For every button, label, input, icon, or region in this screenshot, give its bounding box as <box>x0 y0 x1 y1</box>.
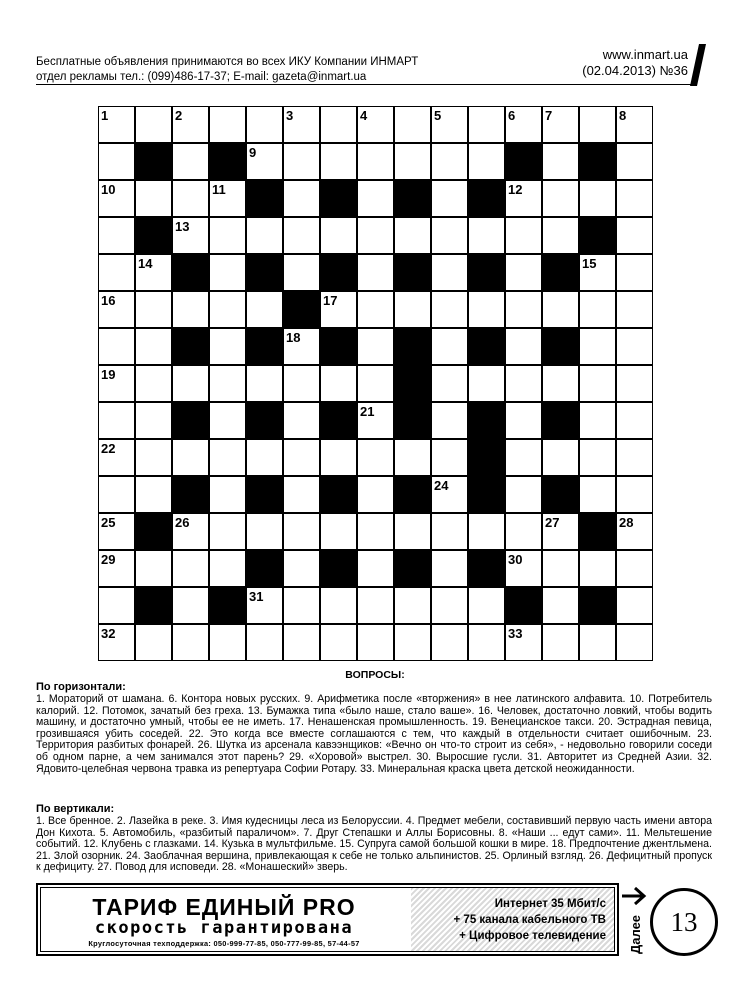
crossword-cell[interactable] <box>283 513 320 550</box>
crossword-block <box>468 476 505 513</box>
crossword-cell[interactable] <box>505 106 542 143</box>
crossword-cell[interactable] <box>98 513 135 550</box>
crossword-cell[interactable] <box>579 476 616 513</box>
crossword-cell[interactable] <box>431 143 468 180</box>
crossword-cell[interactable] <box>283 587 320 624</box>
crossword-cell[interactable] <box>431 587 468 624</box>
clue-number: 23 <box>471 441 486 456</box>
issue-date: (02.04.2013) №36 <box>582 63 688 78</box>
crossword-cell[interactable] <box>283 254 320 291</box>
crossword-block <box>320 476 357 513</box>
crossword-block <box>246 402 283 439</box>
ad-left-panel <box>41 888 407 951</box>
crossword-cell[interactable] <box>431 254 468 291</box>
clue-number: 17 <box>323 293 338 308</box>
clue-number: 10 <box>101 182 116 197</box>
clue-number: 27 <box>545 515 560 530</box>
crossword-cell[interactable] <box>246 217 283 254</box>
page-number: 13 <box>650 888 718 956</box>
crossword-cell[interactable] <box>172 550 209 587</box>
ad-internet-line: Интернет 35 Мбит/с <box>494 898 606 910</box>
crossword-cell[interactable] <box>579 624 616 661</box>
crossword-cell[interactable] <box>394 291 431 328</box>
crossword-cell[interactable] <box>431 513 468 550</box>
crossword-cell[interactable] <box>431 439 468 476</box>
crossword-cell[interactable] <box>394 587 431 624</box>
clue-number: 3 <box>286 108 294 123</box>
crossword-cell[interactable] <box>431 217 468 254</box>
crossword-cell[interactable] <box>209 476 246 513</box>
crossword-cell[interactable] <box>505 217 542 254</box>
crossword-cell[interactable] <box>172 587 209 624</box>
crossword-cell[interactable] <box>246 624 283 661</box>
crossword-cell[interactable] <box>209 624 246 661</box>
down-clues: 1. Все бренное. 2. Лазейка в реке. 3. Имя кудесницы леса из Белоруссии. 4. Предмет мебели, составивший первую часть имени автора Дон Кихота. 5. Автомобиль, «разбитый параличом». 7. Друг Степашки и Аллы Борисовны. 8. «Наши ... едут сами». 11. Мельтешение событий. 12. Клубень с глазками. 14. Кузька в мультфильме. 15. Супруга самой большой кошки в мире. 18. Предпочтение джентльмена. 21. Злой озорник. 24. Заоблачная вершина, привлекающая к себе не только альпинистов. 25. Орлиный взгляд. 26. Дефицитный пропуск к дефициту. 27. Повод для исповеди. 28. «Монашеский» зверь. <box>36 815 712 874</box>
clue-number: 4 <box>360 108 368 123</box>
crossword-block <box>542 328 579 365</box>
crossword-cell[interactable] <box>542 143 579 180</box>
crossword-block <box>468 180 505 217</box>
crossword-cell[interactable] <box>246 365 283 402</box>
crossword-cell[interactable] <box>135 476 172 513</box>
crossword-block <box>579 143 616 180</box>
crossword-block <box>246 254 283 291</box>
crossword-cell[interactable] <box>431 328 468 365</box>
crossword-cell[interactable] <box>542 365 579 402</box>
crossword-cell[interactable] <box>616 550 653 587</box>
crossword-block <box>172 254 209 291</box>
crossword-cell[interactable] <box>283 180 320 217</box>
crossword-cell[interactable] <box>542 624 579 661</box>
crossword-cell[interactable] <box>579 180 616 217</box>
crossword-cell[interactable] <box>542 180 579 217</box>
crossword-cell[interactable] <box>283 624 320 661</box>
clue-number: 12 <box>508 182 523 197</box>
clue-number: 9 <box>249 145 257 160</box>
crossword-block <box>394 254 431 291</box>
ad-digital-line: + Цифровое телевидение <box>459 930 606 942</box>
crossword-cell[interactable] <box>542 587 579 624</box>
crossword-cell[interactable] <box>579 106 616 143</box>
crossword-cell[interactable] <box>616 624 653 661</box>
crossword-cell[interactable] <box>394 106 431 143</box>
crossword-cell[interactable] <box>209 513 246 550</box>
crossword-cell[interactable] <box>209 550 246 587</box>
crossword-block <box>505 143 542 180</box>
crossword-cell[interactable] <box>616 402 653 439</box>
crossword-cell[interactable] <box>246 513 283 550</box>
crossword-cell[interactable] <box>135 106 172 143</box>
crossword-block <box>505 587 542 624</box>
crossword-cell[interactable] <box>98 143 135 180</box>
crossword-cell[interactable] <box>135 439 172 476</box>
crossword-cell[interactable] <box>579 550 616 587</box>
crossword-cell[interactable] <box>394 217 431 254</box>
crossword-cell[interactable] <box>135 402 172 439</box>
crossword-block <box>542 402 579 439</box>
crossword-cell[interactable] <box>135 550 172 587</box>
crossword-cell[interactable] <box>98 402 135 439</box>
crossword-cell[interactable] <box>283 439 320 476</box>
questions-title: ВОПРОСЫ: <box>345 669 405 681</box>
crossword-cell[interactable] <box>431 291 468 328</box>
crossword-cell[interactable] <box>542 550 579 587</box>
crossword-cell[interactable] <box>135 365 172 402</box>
down-heading: По вертикали: <box>36 803 115 815</box>
crossword-cell[interactable] <box>431 106 468 143</box>
crossword-block <box>542 254 579 291</box>
crossword-cell[interactable] <box>616 180 653 217</box>
crossword-block <box>246 550 283 587</box>
crossword-block <box>172 402 209 439</box>
crossword-block <box>246 180 283 217</box>
crossword-cell[interactable] <box>98 476 135 513</box>
ad-right-panel <box>411 888 614 951</box>
crossword-cell[interactable] <box>505 550 542 587</box>
next-page-link[interactable] <box>620 884 648 956</box>
crossword-cell[interactable] <box>283 106 320 143</box>
crossword-cell[interactable] <box>505 365 542 402</box>
crossword-cell[interactable] <box>320 624 357 661</box>
crossword-cell[interactable] <box>357 254 394 291</box>
crossword-block <box>135 587 172 624</box>
crossword-block <box>468 328 505 365</box>
crossword-block <box>320 254 357 291</box>
crossword-block <box>320 402 357 439</box>
crossword-cell[interactable] <box>209 217 246 254</box>
clue-number: 19 <box>101 367 116 382</box>
clue-number: 22 <box>101 441 116 456</box>
crossword-cell[interactable] <box>616 254 653 291</box>
crossword-block <box>394 328 431 365</box>
crossword-cell[interactable] <box>579 328 616 365</box>
crossword-cell[interactable] <box>172 624 209 661</box>
crossword-cell[interactable] <box>468 106 505 143</box>
crossword-cell[interactable] <box>357 217 394 254</box>
ad-tv-line: + 75 канала кабельного ТВ <box>453 914 606 926</box>
crossword-cell[interactable] <box>616 291 653 328</box>
crossword-cell[interactable] <box>468 587 505 624</box>
crossword-cell[interactable] <box>246 587 283 624</box>
crossword-cell[interactable] <box>320 217 357 254</box>
header-divider <box>36 84 692 85</box>
clue-number: 2 <box>175 108 183 123</box>
crossword-cell[interactable] <box>98 180 135 217</box>
crossword-cell[interactable] <box>283 143 320 180</box>
crossword-cell[interactable] <box>320 291 357 328</box>
crossword-cell[interactable] <box>394 513 431 550</box>
header-ad-info <box>36 55 418 85</box>
crossword-cell[interactable] <box>579 291 616 328</box>
crossword-block <box>394 402 431 439</box>
crossword-cell[interactable] <box>357 402 394 439</box>
crossword-cell[interactable] <box>357 624 394 661</box>
crossword-block <box>283 291 320 328</box>
clue-number: 25 <box>101 515 116 530</box>
crossword-cell[interactable] <box>431 476 468 513</box>
crossword-cell[interactable] <box>357 476 394 513</box>
header-slash-decoration <box>690 44 706 86</box>
crossword-cell[interactable] <box>283 476 320 513</box>
crossword-block <box>468 254 505 291</box>
clue-number: 32 <box>101 626 116 641</box>
crossword-cell[interactable] <box>394 143 431 180</box>
crossword-cell[interactable] <box>357 550 394 587</box>
crossword-cell[interactable] <box>209 291 246 328</box>
crossword-cell[interactable] <box>98 365 135 402</box>
clue-number: 21 <box>360 404 375 419</box>
crossword-block <box>394 550 431 587</box>
crossword-cell[interactable] <box>394 624 431 661</box>
crossword-cell[interactable] <box>431 550 468 587</box>
crossword-cell[interactable] <box>579 439 616 476</box>
crossword-cell[interactable] <box>505 402 542 439</box>
tariff-advertisement[interactable] <box>36 883 619 956</box>
crossword-block <box>579 587 616 624</box>
crossword-cell[interactable] <box>505 439 542 476</box>
crossword-cell[interactable] <box>98 587 135 624</box>
crossword-block <box>135 217 172 254</box>
crossword-cell[interactable] <box>616 587 653 624</box>
crossword-cell[interactable] <box>357 365 394 402</box>
crossword-block <box>394 365 431 402</box>
crossword-cell[interactable] <box>394 439 431 476</box>
crossword-cell[interactable] <box>209 254 246 291</box>
crossword-cell[interactable] <box>431 365 468 402</box>
crossword-cell[interactable] <box>616 439 653 476</box>
crossword-cell[interactable] <box>246 143 283 180</box>
crossword-cell[interactable] <box>172 180 209 217</box>
crossword-cell[interactable] <box>283 328 320 365</box>
clue-number: 8 <box>619 108 627 123</box>
crossword-block <box>320 328 357 365</box>
crossword-cell[interactable] <box>172 513 209 550</box>
crossword-cell[interactable] <box>542 513 579 550</box>
crossword-cell[interactable] <box>468 624 505 661</box>
crossword-cell[interactable] <box>616 217 653 254</box>
crossword-cell[interactable] <box>283 550 320 587</box>
clue-number: 5 <box>434 108 442 123</box>
crossword-cell[interactable] <box>357 328 394 365</box>
crossword-cell[interactable] <box>320 143 357 180</box>
crossword-cell[interactable] <box>209 402 246 439</box>
site-link[interactable]: www.inmart.ua <box>602 47 688 62</box>
crossword-block <box>468 439 505 476</box>
ad-subtitle: скорость гарантирована <box>94 918 354 938</box>
crossword-block <box>135 143 172 180</box>
crossword-cell[interactable] <box>209 106 246 143</box>
crossword-block <box>209 587 246 624</box>
crossword-cell[interactable] <box>505 513 542 550</box>
crossword-cell[interactable] <box>283 402 320 439</box>
clue-number: 18 <box>286 330 301 345</box>
crossword-cell[interactable] <box>320 587 357 624</box>
crossword-cell[interactable] <box>172 365 209 402</box>
clue-number: 20 <box>397 367 412 382</box>
crossword-cell[interactable] <box>505 476 542 513</box>
crossword-block <box>209 143 246 180</box>
crossword-cell[interactable] <box>431 402 468 439</box>
clue-number: 14 <box>138 256 153 271</box>
across-clues: 1. Мораторий от шамана. 6. Контора новых русских. 9. Арифметика после «вторжения» в нее латинского алфавита. 10. Потребитель калорий. 12. Потомок, зачатый без греха. 13. Бумажка типа «было наше, стало ваше». 16. Человек, достаточно ловкий, чтобы водить машину, и достаточно умный, чтобы ее не иметь. 17. Ненашенская промышленность. 19. Венецианское такси. 20. Эстрадная певица, грозившаяся убить соседей. 22. Это когда все вместе соглашаются с тем, что каждый в отдельности считает ошибочным. 23. Территория разбитых фонарей. 26. Шутка из арсенала кавээнщиков: «Вечно он что-то строит из себя», - недовольно говорили соседи об одном парне, а чем занимался этот парень? 29. «Хоровой» выстрел. 30. Выросшие гусли. 31. Авторитет из Средней Азии. 32. Ядовито-целебная червона травка из репертуара Софии Ротару. 33. Минеральная краска цвета детской неожиданности. <box>36 693 712 775</box>
crossword-cell[interactable] <box>357 439 394 476</box>
crossword-cell[interactable] <box>468 143 505 180</box>
crossword-cell[interactable] <box>542 217 579 254</box>
crossword-block <box>394 476 431 513</box>
crossword-cell[interactable] <box>357 291 394 328</box>
crossword-block <box>135 513 172 550</box>
clue-number: 11 <box>212 182 226 197</box>
crossword-block <box>172 328 209 365</box>
crossword-cell[interactable] <box>579 402 616 439</box>
crossword-cell[interactable] <box>616 365 653 402</box>
crossword-cell[interactable] <box>505 624 542 661</box>
crossword-cell[interactable] <box>209 365 246 402</box>
crossword-cell[interactable] <box>357 587 394 624</box>
crossword-cell[interactable] <box>616 513 653 550</box>
crossword-cell[interactable] <box>505 291 542 328</box>
crossword-cell[interactable] <box>283 217 320 254</box>
crossword-cell[interactable] <box>468 513 505 550</box>
next-page-label: Далее <box>628 914 643 954</box>
clue-number: 1 <box>101 108 109 123</box>
ad-support-phones: Круглосуточная техподдержка: 050-999-77-85, 050-777-99-85, 57-44-57 <box>88 939 360 948</box>
crossword-cell[interactable] <box>98 254 135 291</box>
crossword-cell[interactable] <box>616 106 653 143</box>
crossword-cell[interactable] <box>98 624 135 661</box>
crossword-cell[interactable] <box>98 328 135 365</box>
header-line-2: отдел рекламы тел.: (099)486-17-37; E-mail: gazeta@inmart.ua <box>36 71 367 83</box>
clue-number: 28 <box>619 515 634 530</box>
clue-number: 30 <box>508 552 523 567</box>
crossword-cell[interactable] <box>209 328 246 365</box>
crossword-block <box>394 180 431 217</box>
crossword-cell[interactable] <box>579 254 616 291</box>
crossword-cell[interactable] <box>542 291 579 328</box>
crossword-cell[interactable] <box>209 439 246 476</box>
crossword-cell[interactable] <box>468 365 505 402</box>
crossword-cell[interactable] <box>135 291 172 328</box>
clue-number: 33 <box>508 626 523 641</box>
crossword-cell[interactable] <box>357 180 394 217</box>
clue-number: 29 <box>101 552 116 567</box>
crossword-cell[interactable] <box>246 291 283 328</box>
crossword-cell[interactable] <box>98 439 135 476</box>
crossword-cell[interactable] <box>357 513 394 550</box>
crossword-block <box>579 217 616 254</box>
crossword-cell[interactable] <box>505 254 542 291</box>
header-line-1: Бесплатные объявления принимаются во всех ИКУ Компании ИНМАРТ <box>36 56 419 68</box>
crossword-block <box>246 476 283 513</box>
ad-title: ТАРИФ ЕДИНЫЙ PRO <box>92 894 356 920</box>
clue-number: 6 <box>508 108 516 123</box>
crossword-cell[interactable] <box>98 550 135 587</box>
crossword-cell[interactable] <box>505 180 542 217</box>
crossword-cell[interactable] <box>98 106 135 143</box>
crossword-cell[interactable] <box>172 143 209 180</box>
crossword-block <box>542 476 579 513</box>
crossword-cell[interactable] <box>172 291 209 328</box>
clue-number: 24 <box>434 478 449 493</box>
clue-number: 31 <box>249 589 264 604</box>
crossword-block <box>579 513 616 550</box>
crossword-cell[interactable] <box>357 143 394 180</box>
clue-number: 15 <box>582 256 597 271</box>
crossword-grid[interactable] <box>98 106 652 661</box>
crossword-cell[interactable] <box>505 328 542 365</box>
crossword-cell[interactable] <box>172 439 209 476</box>
header-issue-info <box>582 47 688 79</box>
crossword-cell[interactable] <box>135 328 172 365</box>
clue-number: 16 <box>101 293 116 308</box>
crossword-cell[interactable] <box>320 106 357 143</box>
crossword-cell[interactable] <box>542 439 579 476</box>
clue-number: 7 <box>545 108 553 123</box>
crossword-cell[interactable] <box>172 217 209 254</box>
crossword-cell[interactable] <box>209 180 246 217</box>
ad-frame <box>40 887 615 952</box>
crossword-cell[interactable] <box>468 217 505 254</box>
crossword-block <box>468 550 505 587</box>
crossword-block <box>320 550 357 587</box>
crossword-cell[interactable] <box>431 624 468 661</box>
crossword-cell[interactable] <box>616 328 653 365</box>
crossword-cell[interactable] <box>246 439 283 476</box>
arrow-right-icon <box>620 884 648 908</box>
crossword-cell[interactable] <box>616 476 653 513</box>
clue-number: 26 <box>175 515 190 530</box>
crossword-cell[interactable] <box>135 624 172 661</box>
crossword-cell[interactable] <box>431 180 468 217</box>
crossword-cell[interactable] <box>357 106 394 143</box>
crossword-cell[interactable] <box>98 291 135 328</box>
crossword-cell[interactable] <box>320 365 357 402</box>
crossword-block <box>320 180 357 217</box>
crossword-cell[interactable] <box>320 513 357 550</box>
clue-number: 13 <box>175 219 190 234</box>
crossword-cell[interactable] <box>579 365 616 402</box>
crossword-cell[interactable] <box>135 180 172 217</box>
across-heading: По горизонтали: <box>36 681 126 693</box>
crossword-cell[interactable] <box>542 106 579 143</box>
crossword-block <box>468 402 505 439</box>
crossword-cell[interactable] <box>616 143 653 180</box>
crossword-block <box>246 328 283 365</box>
crossword-cell[interactable] <box>320 439 357 476</box>
crossword-cell[interactable] <box>98 217 135 254</box>
crossword-cell[interactable] <box>246 106 283 143</box>
crossword-block <box>172 476 209 513</box>
crossword-cell[interactable] <box>468 291 505 328</box>
crossword-cell[interactable] <box>135 254 172 291</box>
crossword-cell[interactable] <box>283 365 320 402</box>
crossword-cell[interactable] <box>172 106 209 143</box>
